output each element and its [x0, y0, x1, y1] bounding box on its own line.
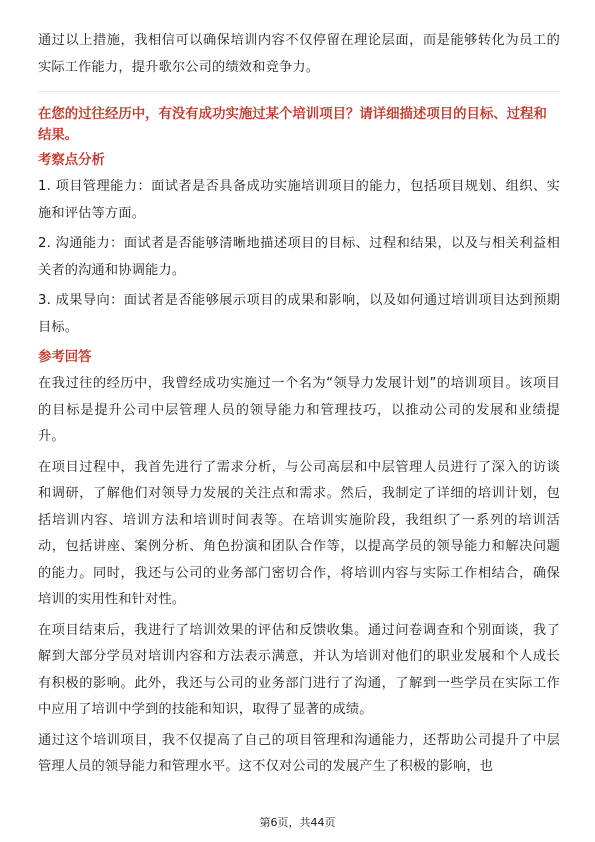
answer-paragraph: 在项目结束后，我进行了培训效果的评估和反馈收集。通过问卷调查和个别面谈，我了解到大部分学员对培训内容和方法表示满意，并认为培训对他们的职业发展和个人成长有积极的影响。此外，我还与公司的业务部门进行了沟通，了解到一些学员在实际工作中应用了培训中学到的技能和知识，取得了显著的成绩。 [38, 622, 560, 717]
page-footer: 第6页，共44页 [259, 816, 336, 829]
analysis-item: 3. 成果导向：面试者是否能够展示项目的成果和影响，以及如何通过培训项目达到预期目标。 [38, 293, 560, 335]
answer-title: 参考回答 [38, 350, 92, 365]
analysis-item: 1. 项目管理能力：面试者是否具备成功实施培训项目的能力，包括项目规划、组织、实施和评估等方面。 [38, 179, 560, 221]
question-heading: 在您的过往经历中，有没有成功实施过某个培训项目？请详细描述项目的目标、过程和结果。 [38, 107, 547, 143]
answer-paragraph: 通过这个培训项目，我不仅提高了自己的项目管理和沟通能力，还帮助公司提升了中层管理人员的领导能力和管理水平。这不仅对公司的发展产生了积极的影响，也 [38, 732, 560, 774]
intro-paragraph: 通过以上措施，我相信可以确保培训内容不仅停留在理论层面，而是能够转化为员工的实际工作能力，提升歌尔公司的绩效和竞争力。 [38, 33, 560, 75]
answer-paragraph: 在我过往的经历中，我曾经成功实施过一个名为“领导力发展计划”的培训项目。该项目的目标是提升公司中层管理人员的领导能力和管理技巧，以推动公司的发展和业绩提升。 [38, 376, 560, 444]
answer-section [38, 347, 560, 781]
answer-paragraph: 在项目过程中，我首先进行了需求分析，与公司高层和中层管理人员进行了深入的访谈和调研，了解他们对领导力发展的关注点和需求。然后，我制定了详细的培训计划，包括培训内容、培训方法和培训时间表等。在培训实施阶段，我组织了一系列的培训活动，包括讲座、案例分析、角色扮演和团队合作等，以提高学员的领导能力和解决问题的能力。同时，我还与公司的业务部门密切合作，将培训内容与实际工作相结合，确保培训的实用性和针对性。 [38, 459, 560, 607]
section-divider [38, 91, 560, 92]
analysis-section [38, 150, 560, 341]
analysis-item: 2. 沟通能力：面试者是否能够清晰地描述项目的目标、过程和结果，以及与相关利益相关者的沟通和协调能力。 [38, 236, 560, 278]
document-page [38, 28, 560, 785]
analysis-title: 考察点分析 [38, 153, 105, 168]
